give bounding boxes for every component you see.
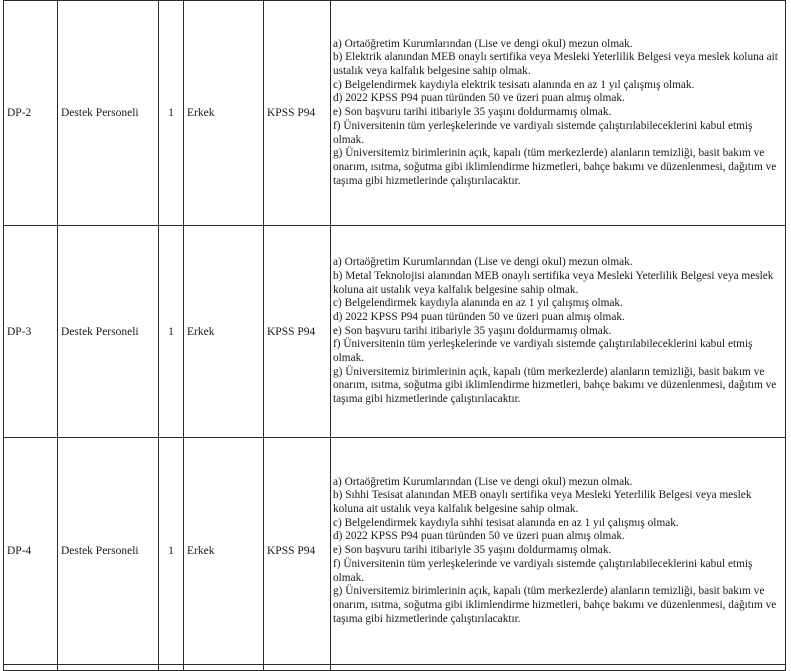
position-code: DP-4 — [4, 438, 58, 665]
table-row — [4, 226, 786, 438]
requirement-item: b) Elektrik alanından MEB onaylı sertifika veya Mesleki Yeterlilik Belgesi veya meslek koluna ait ustalık veya kalfalık belgesine sahip olmak. — [333, 51, 778, 78]
requirement-item: d) 2022 KPSS P94 puan türünden 50 ve üzeri puan almış olmak. — [333, 92, 625, 105]
requirement-item: a) Ortaöğretim Kurumlarından (Lise ve dengi okul) mezun olmak. — [333, 475, 633, 488]
requirement-item: a) Ortaöğretim Kurumlarından (Lise ve dengi okul) mezun olmak. — [333, 256, 633, 269]
requirement-item: c) Belgelendirmek kaydıyla sıhhi tesisat alanında en az 1 yıl çalışmış olmak. — [333, 516, 679, 529]
position-gender: Erkek — [184, 438, 264, 665]
requirement-item: d) 2022 KPSS P94 puan türünden 50 ve üzeri puan almış olmak. — [333, 310, 625, 323]
position-count: 1 — [159, 438, 184, 665]
position-exam-type: KPSS P94 — [264, 438, 331, 665]
requirement-item: g) Üniversitemiz birimlerinin açık, kapalı (tüm merkezlerde) alanların temizliği, basit bakım ve onarım, ısıtma, soğutma gibi iklimlendirme hizmetleri, bahçe bakımı ve düzenlenmesi, dağıtım ve taşıma gibi hizmetlerinde çalıştırılacaktır. — [333, 365, 777, 406]
requirement-item: f) Üniversitenin tüm yerleşkelerinde ve vardiyalı sistemde çalıştırılabileceklerini kabul etmiş olmak. — [333, 338, 753, 365]
requirement-item: f) Üniversitenin tüm yerleşkelerinde ve vardiyalı sistemde çalıştırılabileceklerini kabul etmiş olmak. — [333, 557, 753, 584]
position-gender: Erkek — [184, 226, 264, 438]
position-count: 1 — [159, 1, 184, 226]
position-requirements — [331, 438, 786, 665]
requirement-item: e) Son başvuru tarihi itibariyle 35 yaşını doldurmamış olmak. — [333, 544, 612, 557]
position-exam-type: KPSS P94 — [264, 226, 331, 438]
position-code: DP-3 — [4, 226, 58, 438]
position-gender: Erkek — [184, 1, 264, 226]
position-title: Destek Personeli — [58, 1, 159, 226]
position-title: Destek Personeli — [58, 438, 159, 665]
requirement-item: b) Metal Teknolojisi alanından MEB onaylı sertifika veya Mesleki Yeterlilik Belgesi veya meslek koluna ait ustalık veya kalfalık belgesine sahip olmak. — [333, 269, 774, 296]
position-requirements — [331, 226, 786, 438]
requirement-item: g) Üniversitemiz birimlerinin açık, kapalı (tüm merkezlerde) alanların temizliği, basit bakım ve onarım, ısıtma, soğutma gibi iklimlendirme hizmetleri, bahçe bakımı ve düzenlenmesi, dağıtım ve taşıma gibi hizmetlerinde çalıştırılacaktır. — [333, 147, 777, 187]
requirement-item: f) Üniversitenin tüm yerleşkelerinde ve vardiyalı sistemde çalıştırılabileceklerini kabul etmiş olmak. — [333, 119, 753, 146]
position-title: Destek Personeli — [58, 226, 159, 438]
position-requirements — [331, 1, 786, 226]
requirement-item: b) Sıhhi Tesisat alanından MEB onaylı sertifika veya Mesleki Yeterlilik Belgesi veya meslek koluna ait ustalık veya kalfalık belgesine sahip olmak. — [333, 489, 752, 516]
position-exam-type: KPSS P94 — [264, 1, 331, 226]
requirement-item: d) 2022 KPSS P94 puan türünden 50 ve üzeri puan almış olmak. — [333, 530, 625, 543]
requirement-item: c) Belgelendirmek kaydıyla alanında en az 1 yıl çalışmış olmak. — [333, 297, 623, 310]
requirement-item: g) Üniversitemiz birimlerinin açık, kapalı (tüm merkezlerde) alanların temizliği, basit bakım ve onarım, ısıtma, soğutma gibi iklimlendirme hizmetleri, bahçe bakımı ve düzenlenmesi, dağıtım ve taşıma gibi hizmetlerinde çalıştırılacaktır. — [333, 585, 777, 625]
requirement-item: e) Son başvuru tarihi itibariyle 35 yaşını doldurmamış olmak. — [333, 106, 612, 119]
requirement-item: e) Son başvuru tarihi itibariyle 35 yaşını doldurmamış olmak. — [333, 324, 612, 337]
requirement-item: a) Ortaöğretim Kurumlarından (Lise ve dengi okul) mezun olmak. — [333, 37, 633, 50]
position-requirements-table — [3, 0, 786, 671]
table-row — [4, 438, 786, 665]
position-count: 1 — [159, 226, 184, 438]
table-row — [4, 1, 786, 226]
position-code: DP-2 — [4, 1, 58, 226]
requirement-item: c) Belgelendirmek kaydıyla elektrik tesisatı alanında en az 1 yıl çalışmış olmak. — [333, 78, 695, 91]
